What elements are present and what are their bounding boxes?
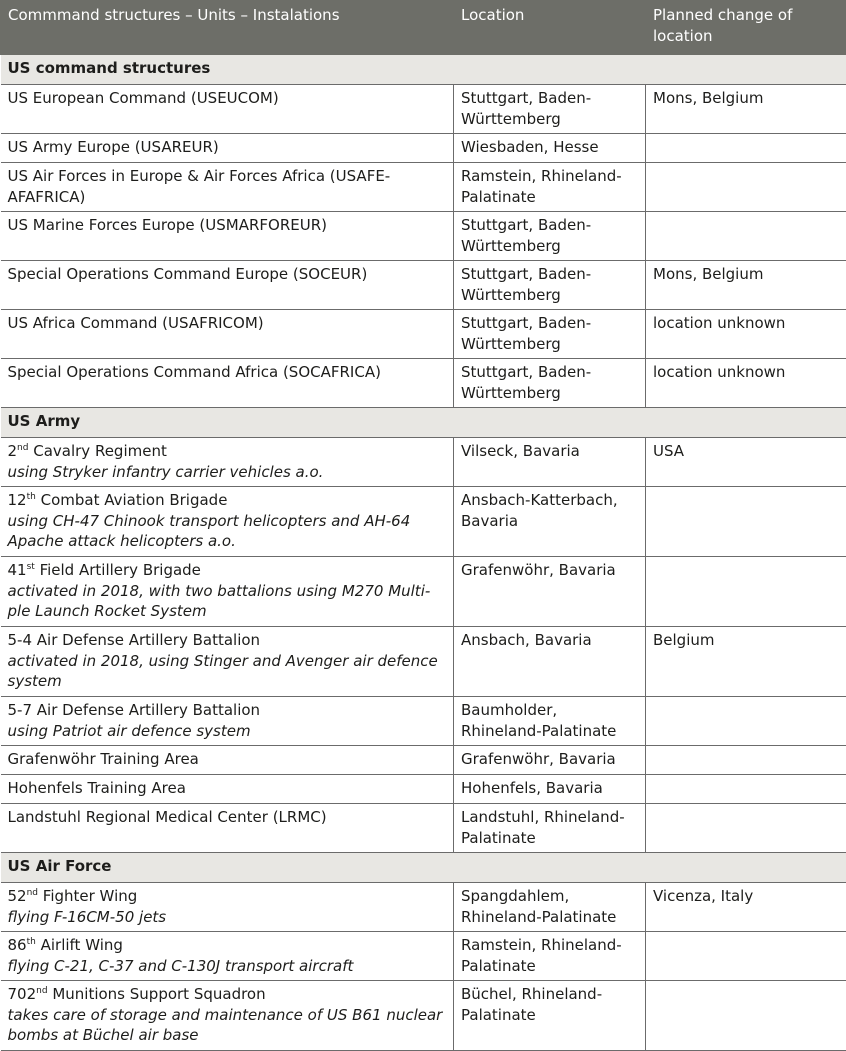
- table-row: [1, 883, 846, 932]
- location-cell: Grafenwöhr, Bavaria: [454, 557, 646, 627]
- unit-number: 2: [8, 442, 18, 460]
- table-row: [1, 981, 846, 1051]
- change-cell: [646, 487, 846, 557]
- table-row: [1, 804, 846, 853]
- unit-cell: Landstuhl Regional Medical Center (LRMC): [1, 804, 454, 853]
- unit-cell: US European Command (USEUCOM): [1, 85, 454, 134]
- location-cell: Wiesbaden, Hesse: [454, 134, 646, 163]
- unit-number: 41: [8, 561, 27, 579]
- change-cell: [646, 804, 846, 853]
- change-cell: [646, 163, 846, 212]
- change-cell: [646, 557, 846, 627]
- unit-name: 5-4 Air Defense Artillery Battalion: [8, 631, 261, 649]
- unit-cell: Hohenfels Training Area: [1, 775, 454, 804]
- table-row: [1, 746, 846, 775]
- unit-cell: [1, 438, 454, 487]
- table-row: [1, 163, 846, 212]
- table-row: [1, 359, 846, 408]
- unit-name: Combat Aviation Brigade: [36, 491, 228, 509]
- unit-cell: Grafenwöhr Training Area: [1, 746, 454, 775]
- unit-note: using Patriot air defence system: [8, 721, 447, 742]
- location-cell: Baumholder, Rhineland-Palatinate: [454, 697, 646, 746]
- section-title: US Army: [1, 408, 846, 438]
- header-location: Location: [454, 1, 646, 55]
- unit-number: 86: [8, 936, 27, 954]
- location-cell: Ansbach-Katterbach, Bavaria: [454, 487, 646, 557]
- table-row: [1, 212, 846, 261]
- unit-cell: Special Operations Command Africa (SOCAFRICA): [1, 359, 454, 408]
- table-row: [1, 310, 846, 359]
- unit-cell: US Africa Command (USAFRICOM): [1, 310, 454, 359]
- change-cell: [646, 212, 846, 261]
- unit-note: activated in 2018, with two battalions using M270 Multi-ple Launch Rocket System: [8, 581, 447, 622]
- table-row: [1, 557, 846, 627]
- unit-name: Field Artillery Brigade: [35, 561, 201, 579]
- table-row: [1, 697, 846, 746]
- table-row: [1, 775, 846, 804]
- unit-cell: US Air Forces in Europe & Air Forces Africa (USAFE-AFAFRICA): [1, 163, 454, 212]
- table-row: [1, 85, 846, 134]
- header-planned-change: Planned change of location: [646, 1, 846, 55]
- ordinal-suffix: th: [27, 492, 36, 502]
- unit-note: activated in 2018, using Stinger and Avenger air defence system: [8, 651, 447, 692]
- unit-number: 12: [8, 491, 27, 509]
- location-cell: Stuttgart, Baden-Württemberg: [454, 359, 646, 408]
- unit-note: using Stryker infantry carrier vehicles a.o.: [8, 462, 447, 483]
- location-cell: Spangdahlem, Rhineland-Palatinate: [454, 883, 646, 932]
- change-cell: [646, 932, 846, 981]
- table-row: [1, 438, 846, 487]
- table-row: [1, 487, 846, 557]
- section-row: [1, 853, 846, 883]
- unit-cell: US Army Europe (USAREUR): [1, 134, 454, 163]
- change-cell: Mons, Belgium: [646, 261, 846, 310]
- unit-note: flying C-21, C-37 and C-130J transport aircraft: [8, 956, 447, 977]
- location-cell: Stuttgart, Baden-Württemberg: [454, 212, 646, 261]
- location-cell: Vilseck, Bavaria: [454, 438, 646, 487]
- location-cell: Stuttgart, Baden-Württemberg: [454, 261, 646, 310]
- header-units: Commmand structures – Units – Instalations: [1, 1, 454, 55]
- unit-cell: Special Operations Command Europe (SOCEUR): [1, 261, 454, 310]
- ordinal-suffix: nd: [27, 888, 38, 898]
- change-cell: [646, 134, 846, 163]
- unit-note: flying F-16CM-50 jets: [8, 907, 447, 928]
- ordinal-suffix: st: [27, 562, 35, 572]
- unit-cell: [1, 883, 454, 932]
- location-cell: Grafenwöhr, Bavaria: [454, 746, 646, 775]
- location-cell: Stuttgart, Baden-Württemberg: [454, 85, 646, 134]
- unit-cell: [1, 697, 454, 746]
- ordinal-suffix: nd: [17, 443, 28, 453]
- ordinal-suffix: th: [27, 937, 36, 947]
- location-cell: Landstuhl, Rhineland-Palatinate: [454, 804, 646, 853]
- unit-cell: US Marine Forces Europe (USMARFOREUR): [1, 212, 454, 261]
- change-cell: [646, 746, 846, 775]
- section-row: [1, 55, 846, 85]
- section-title: US Air Force: [1, 853, 846, 883]
- change-cell: location unknown: [646, 359, 846, 408]
- location-cell: Ramstein, Rhineland-Palatinate: [454, 163, 646, 212]
- unit-name: Munitions Support Squadron: [48, 985, 266, 1003]
- section-title: US command structures: [1, 55, 846, 85]
- change-cell: Belgium: [646, 627, 846, 697]
- unit-cell: [1, 487, 454, 557]
- location-cell: Ramstein, Rhineland-Palatinate: [454, 932, 646, 981]
- location-cell: Hohenfels, Bavaria: [454, 775, 646, 804]
- unit-name: Cavalry Regiment: [28, 442, 166, 460]
- unit-note: takes care of storage and maintenance of US B61 nuclear bombs at Büchel air base: [8, 1005, 447, 1046]
- unit-cell: [1, 981, 454, 1051]
- change-cell: [646, 981, 846, 1051]
- unit-note: using CH-47 Chinook transport helicopters and AH-64 Apache attack helicopters a.o.: [8, 511, 447, 552]
- location-cell: Stuttgart, Baden-Württemberg: [454, 310, 646, 359]
- change-cell: [646, 697, 846, 746]
- location-cell: Büchel, Rhineland-Palatinate: [454, 981, 646, 1051]
- section-row: [1, 408, 846, 438]
- unit-name: Airlift Wing: [36, 936, 123, 954]
- change-cell: [646, 775, 846, 804]
- table-row: [1, 932, 846, 981]
- unit-cell: [1, 932, 454, 981]
- table-row: [1, 134, 846, 163]
- unit-cell: [1, 557, 454, 627]
- location-cell: Ansbach, Bavaria: [454, 627, 646, 697]
- unit-number: 702: [8, 985, 37, 1003]
- unit-name: Fighter Wing: [38, 887, 137, 905]
- change-cell: Mons, Belgium: [646, 85, 846, 134]
- ordinal-suffix: nd: [36, 986, 47, 996]
- unit-name: 5-7 Air Defense Artillery Battalion: [8, 701, 261, 719]
- table-row: [1, 261, 846, 310]
- unit-cell: [1, 627, 454, 697]
- table-header-row: [1, 1, 846, 55]
- change-cell: Vicenza, Italy: [646, 883, 846, 932]
- unit-number: 52: [8, 887, 27, 905]
- change-cell: location unknown: [646, 310, 846, 359]
- change-cell: USA: [646, 438, 846, 487]
- table-row: [1, 627, 846, 697]
